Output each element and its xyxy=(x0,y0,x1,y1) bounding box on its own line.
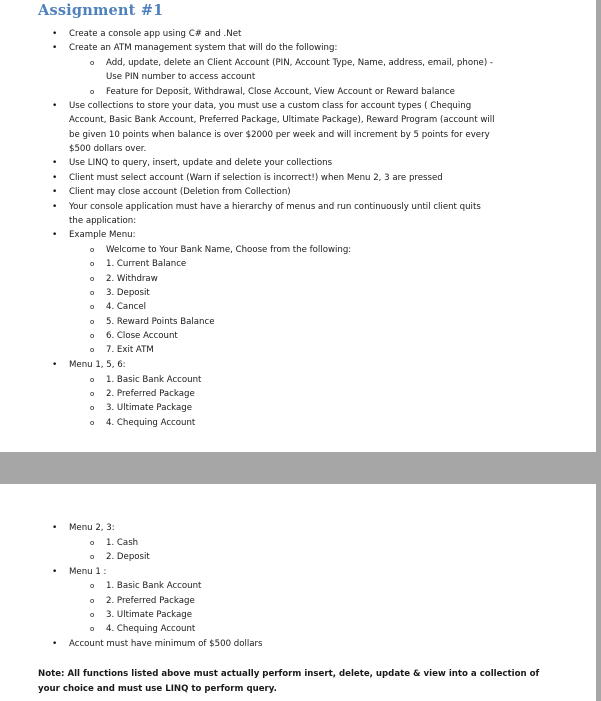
bullet-icon: • xyxy=(52,43,58,53)
bullet-icon: • xyxy=(52,173,58,183)
list-item: Menu 1, 5, 6: xyxy=(69,360,126,370)
bullet-icon: • xyxy=(52,187,58,197)
sub-list-item: 4. Cancel xyxy=(106,302,147,312)
document-page-2 xyxy=(0,484,601,701)
list-item: Example Menu: xyxy=(69,230,136,240)
page-gap xyxy=(0,452,601,484)
list-item: Account must have minimum of $500 dollars xyxy=(69,639,263,649)
bullet-icon: • xyxy=(52,202,58,212)
sub-bullet-icon: o xyxy=(90,553,95,561)
sub-list-item: 5. Reward Points Balance xyxy=(106,317,215,327)
sub-list-item: 2. Preferred Package xyxy=(106,389,195,399)
sub-list-item: 3. Ultimate Package xyxy=(106,610,193,620)
list-item: Create an ATM management system that will do the following: xyxy=(69,43,338,53)
sub-bullet-icon: o xyxy=(90,419,95,427)
sub-bullet-icon: o xyxy=(90,597,95,605)
sub-bullet-icon: o xyxy=(90,318,95,326)
sub-bullet-icon: o xyxy=(90,404,95,412)
list-item: be given 10 points when balance is over $2000 per week and will increment by 5 points for every xyxy=(69,130,490,140)
list-item: the application: xyxy=(69,216,137,226)
sub-list-item: Welcome to Your Bank Name, Choose from the following: xyxy=(106,245,352,255)
sub-bullet-icon: o xyxy=(90,289,95,297)
sub-bullet-icon: o xyxy=(90,625,95,633)
sub-bullet-icon: o xyxy=(90,275,95,283)
list-item: Use collections to store your data, you must use a custom class for account types ( Chequing xyxy=(69,101,472,111)
page-title: Assignment #1 xyxy=(38,2,164,19)
bullet-icon: • xyxy=(52,523,58,533)
list-item: Menu 1 : xyxy=(69,567,107,577)
sub-list-item: Add, update, delete an Client Account (PIN, Account Type, Name, address, email, phone) - xyxy=(106,58,494,68)
sub-bullet-icon: o xyxy=(90,246,95,254)
sub-list-item: 4. Chequing Account xyxy=(106,418,196,428)
list-item: Client must select account (Warn if selection is incorrect!) when Menu 2, 3 are pressed xyxy=(69,173,443,183)
sub-bullet-icon: o xyxy=(90,376,95,384)
list-item: Your console application must have a hierarchy of menus and run continuously until client quits xyxy=(69,202,481,212)
sub-bullet-icon: o xyxy=(90,332,95,340)
sub-list-item: 1. Basic Bank Account xyxy=(106,581,202,591)
sub-list-item: 3. Ultimate Package xyxy=(106,403,193,413)
bullet-icon: • xyxy=(52,230,58,240)
sub-bullet-icon: o xyxy=(90,390,95,398)
bullet-icon: • xyxy=(52,101,58,111)
sub-list-item: 4. Chequing Account xyxy=(106,624,196,634)
sub-list-item: Feature for Deposit, Withdrawal, Close Account, View Account or Reward balance xyxy=(106,87,455,97)
list-item: Menu 2, 3: xyxy=(69,523,115,533)
sub-bullet-icon: o xyxy=(90,59,95,67)
sub-list-item: Use PIN number to access account xyxy=(106,72,256,82)
sub-bullet-icon: o xyxy=(90,88,95,96)
list-item: Use LINQ to query, insert, update and delete your collections xyxy=(69,158,333,168)
bullet-icon: • xyxy=(52,29,58,39)
sub-bullet-icon: o xyxy=(90,582,95,590)
sub-bullet-icon: o xyxy=(90,260,95,268)
bullet-icon: • xyxy=(52,360,58,370)
bullet-icon: • xyxy=(52,567,58,577)
sub-list-item: 2. Withdraw xyxy=(106,274,158,284)
sub-bullet-icon: o xyxy=(90,611,95,619)
sub-bullet-icon: o xyxy=(90,303,95,311)
note-text: Note: All functions listed above must actually perform insert, delete, update & view into a collection of xyxy=(38,669,540,679)
sub-list-item: 7. Exit ATM xyxy=(106,345,154,355)
sub-list-item: 2. Preferred Package xyxy=(106,596,195,606)
bullet-icon: • xyxy=(52,158,58,168)
list-item: Client may close account (Deletion from Collection) xyxy=(69,187,291,197)
sub-list-item: 1. Current Balance xyxy=(106,259,187,269)
list-item: Account, Basic Bank Account, Preferred Package, Ultimate Package), Reward Program (account will xyxy=(69,115,495,125)
sub-list-item: 1. Basic Bank Account xyxy=(106,375,202,385)
sub-list-item: 1. Cash xyxy=(106,538,139,548)
sub-bullet-icon: o xyxy=(90,346,95,354)
page-right-edge xyxy=(596,0,601,701)
note-text: your choice and must use LINQ to perform query. xyxy=(38,684,277,694)
sub-list-item: 2. Deposit xyxy=(106,552,150,562)
bullet-icon: • xyxy=(52,639,58,649)
list-item: Create a console app using C# and .Net xyxy=(69,29,242,39)
sub-bullet-icon: o xyxy=(90,539,95,547)
sub-list-item: 6. Close Account xyxy=(106,331,178,341)
sub-list-item: 3. Deposit xyxy=(106,288,150,298)
list-item: $500 dollars over. xyxy=(69,144,147,154)
